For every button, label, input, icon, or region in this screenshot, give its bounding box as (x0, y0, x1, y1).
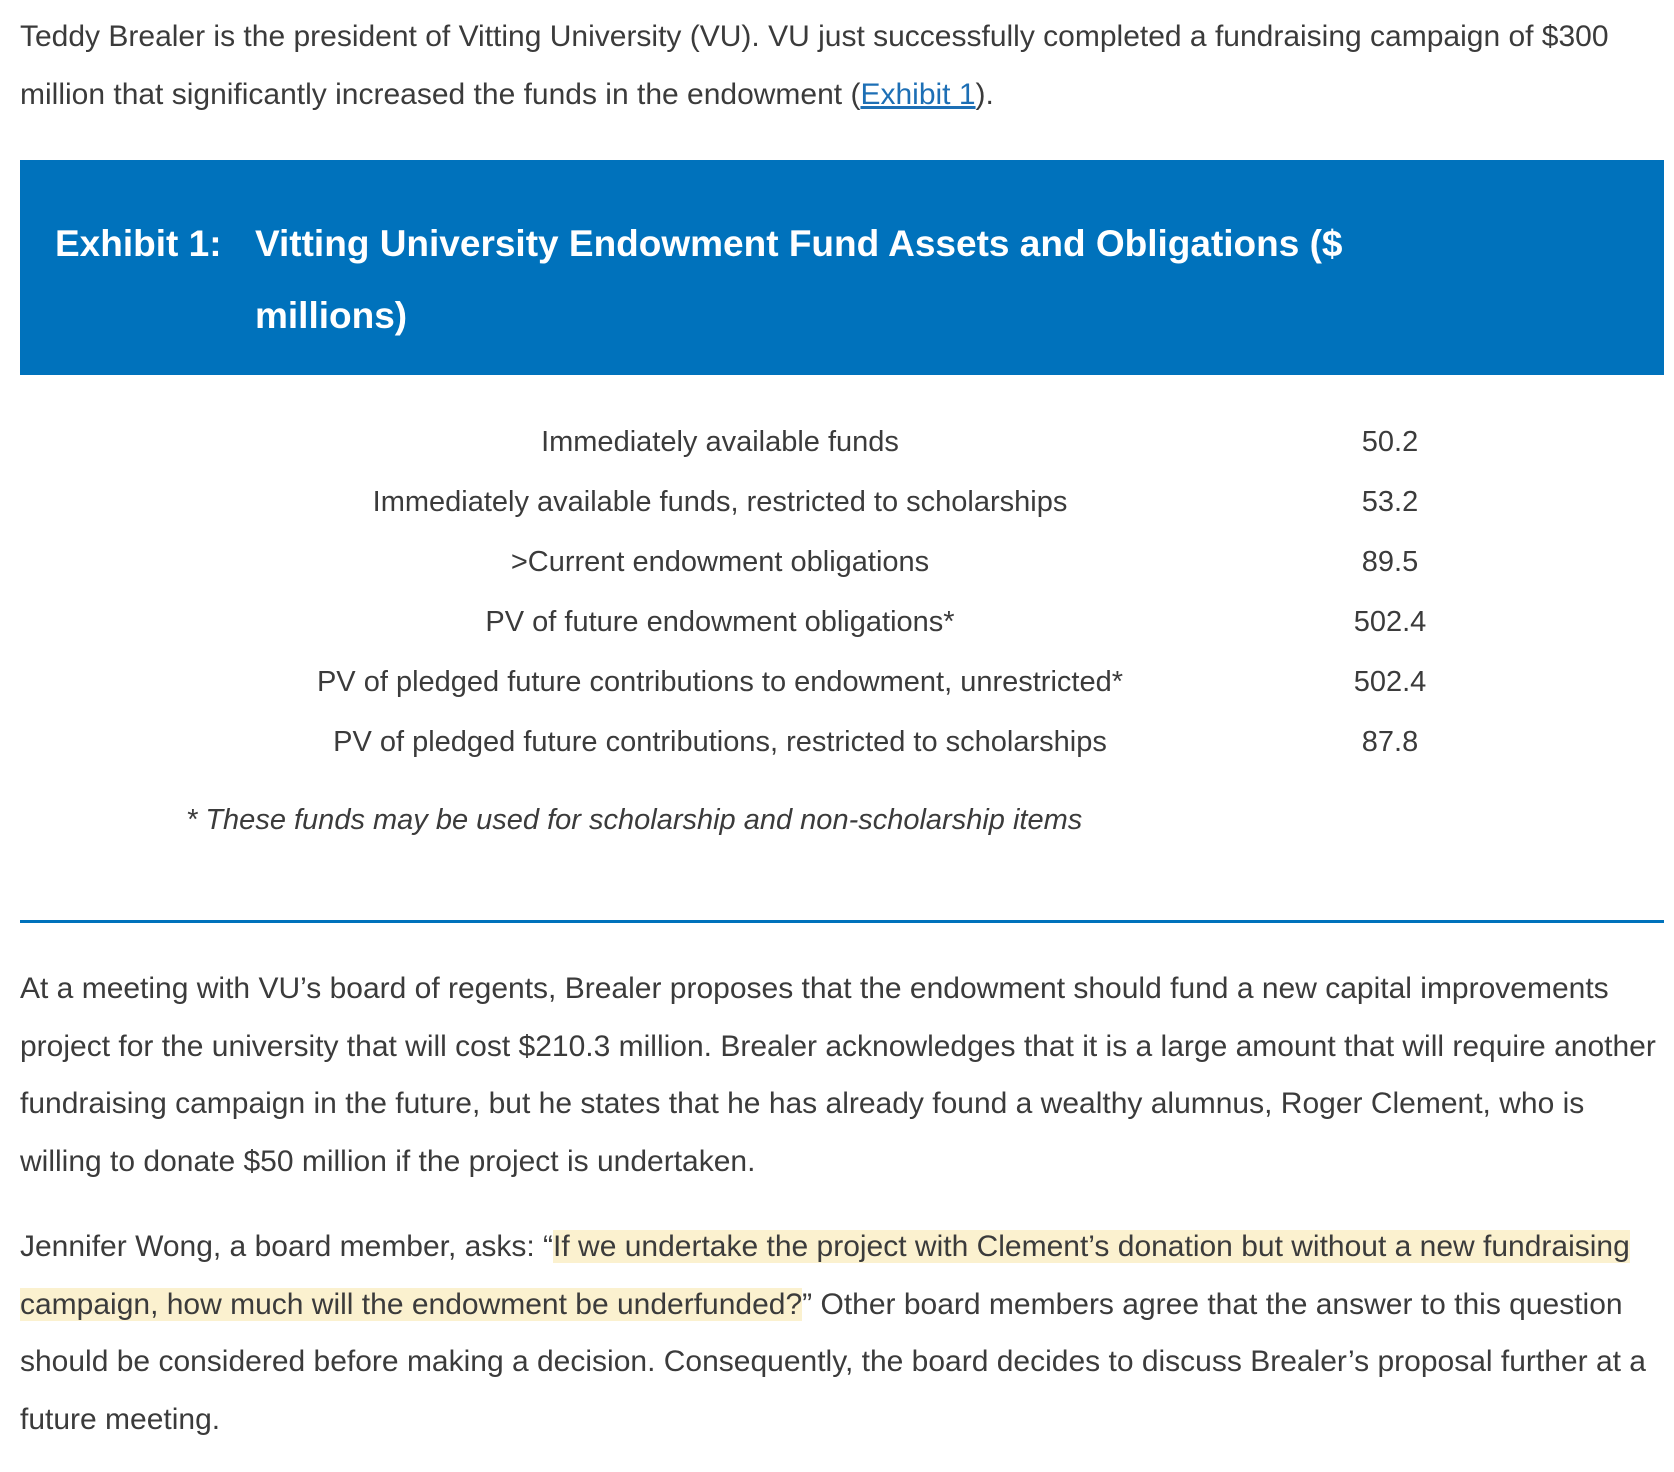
table-row (20, 592, 1664, 652)
row-value: 53.2 (1361, 486, 1419, 518)
exhibit-1-link[interactable]: Exhibit 1 (860, 77, 976, 111)
exhibit-header (20, 160, 1664, 375)
question-text-after: ” Other board members agree that the answer to this question should be considered before making a decision. Consequently, the board decides to discuss Brealer’s proposal further at a future meeting. (20, 1287, 1646, 1436)
intro-paragraph (20, 8, 1664, 123)
question-paragraph (20, 1218, 1664, 1448)
exhibit-table (20, 412, 1664, 772)
table-row (20, 412, 1664, 472)
row-label: Immediately available funds (541, 426, 899, 458)
row-label: PV of pledged future contributions, restricted to scholarships (333, 726, 1107, 758)
row-label: PV of future endowment obligations* (485, 606, 955, 638)
row-value: 87.8 (1361, 726, 1419, 758)
row-value: 502.4 (1353, 606, 1427, 638)
exhibit-label: Exhibit 1: (55, 223, 222, 264)
section-divider (20, 920, 1664, 923)
row-label: >Current endowment obligations (510, 546, 930, 578)
proposal-paragraph: At a meeting with VU’s board of regents, Brealer proposes that the endowment should fund a new capital improvements project for the university that will cost $210.3 million. Brealer acknowledges that it is a large amount that will require another fundraising campaign in the future, but he states that he has already found a wealthy alumnus, Roger Clement, who is willing to donate $50 million if the project is undertaken. (20, 972, 1656, 1178)
table-row (20, 472, 1664, 532)
row-value: 50.2 (1361, 426, 1419, 458)
question-text-before: Jennifer Wong, a board member, asks: “ (20, 1230, 554, 1263)
intro-text-after: ). (975, 77, 994, 111)
exhibit-title: Vitting University Endowment Fund Assets and Obligations ($ millions) (255, 223, 1343, 336)
row-label: Immediately available funds, restricted to scholarships (372, 486, 1068, 518)
exhibit-footnote: * These funds may be used for scholarship and non-scholarship items (186, 804, 1083, 836)
table-row (20, 652, 1664, 712)
highlighted-question: If we undertake the project with Clement’s donation but without a new fundraising campaign, how much will the endowment be underfunded? (20, 1230, 1630, 1321)
row-value: 89.5 (1361, 546, 1419, 578)
table-row (20, 532, 1664, 592)
table-row (20, 712, 1664, 772)
row-label: PV of pledged future contributions to endowment, unrestricted* (316, 666, 1124, 698)
intro-text-before: Teddy Brealer is the president of Vitting University (VU). VU just successfully completed a fundraising campaign of $300 million that significantly increased the funds in the endowment ( (20, 20, 1609, 111)
row-value: 502.4 (1353, 666, 1427, 698)
